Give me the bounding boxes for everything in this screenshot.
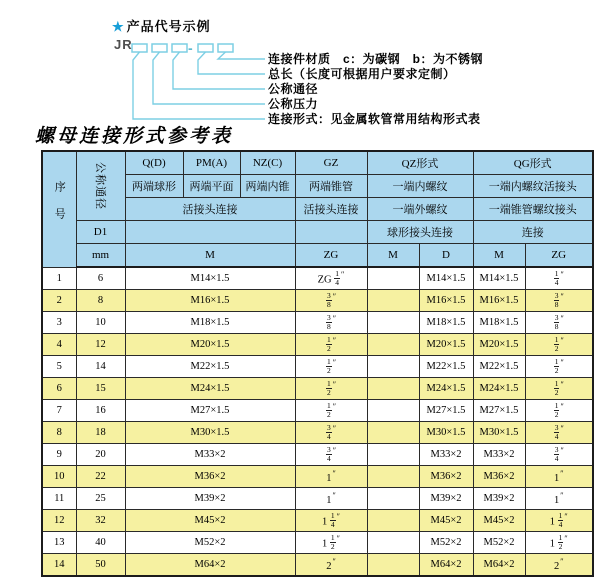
- cell-mm: 40: [76, 532, 125, 554]
- callout-nominal-diameter: 公称通径: [268, 82, 319, 96]
- nut-connection-reference-table: [41, 150, 594, 577]
- header-q-desc: 两端球形: [125, 175, 183, 198]
- cell-m: M27×1.5: [125, 400, 295, 422]
- cell-qg-m: M36×2: [473, 466, 525, 488]
- cell-m: M30×1.5: [125, 422, 295, 444]
- cell-gz: 1″: [295, 488, 367, 510]
- header-qz-d: D: [419, 244, 473, 268]
- cell-qz-m: [367, 400, 419, 422]
- header-qg-row3: 一端锥管螺纹接头: [473, 198, 593, 221]
- cell-m: M45×2: [125, 510, 295, 532]
- cell-qz-m: [367, 532, 419, 554]
- cell-qz-d: M22×1.5: [419, 356, 473, 378]
- table-row: [42, 400, 593, 422]
- cell-qg-zg: $\frac{3}{4}$ ″: [525, 422, 593, 444]
- cell-mm: 15: [76, 378, 125, 400]
- header-qg-zg: ZG: [525, 244, 593, 268]
- header-row-4: [42, 221, 593, 244]
- header-empty-m-span: [125, 221, 295, 244]
- cell-qg-m: M39×2: [473, 488, 525, 510]
- cell-gz: $\frac{3}{4}$ ″: [295, 422, 367, 444]
- header-code-gz: GZ: [295, 151, 367, 175]
- header-code-q: Q(D): [125, 151, 183, 175]
- cell-qg-m: M24×1.5: [473, 378, 525, 400]
- cell-m: M39×2: [125, 488, 295, 510]
- cell-qz-d: M20×1.5: [419, 334, 473, 356]
- cell-m: M64×2: [125, 554, 295, 577]
- header-gz-union-connect: 活接头连接: [295, 198, 367, 221]
- cell-qg-zg: $\frac{1}{2}$ ″: [525, 356, 593, 378]
- cell-gz: 2″: [295, 554, 367, 577]
- cell-qz-d: M16×1.5: [419, 290, 473, 312]
- cell-no: 8: [42, 422, 76, 444]
- header-serial: 序号: [42, 151, 76, 267]
- cell-qg-m: M18×1.5: [473, 312, 525, 334]
- cell-qg-zg: $\frac{1}{2}$ ″: [525, 334, 593, 356]
- header-qg-title: QG形式: [473, 151, 593, 175]
- cell-qg-zg: 1 $\frac{1}{2}$ ″: [525, 532, 593, 554]
- header-d1: D1: [76, 221, 125, 244]
- header-qg-row4: 连接: [473, 221, 593, 244]
- connector-line: [153, 52, 265, 104]
- cell-mm: 12: [76, 334, 125, 356]
- cell-qz-m: [367, 356, 419, 378]
- cell-qg-zg: 1″: [525, 488, 593, 510]
- header-gz-desc: 两端锥管: [295, 175, 367, 198]
- cell-qg-zg: $\frac{3}{8}$ ″: [525, 312, 593, 334]
- cell-m: M22×1.5: [125, 356, 295, 378]
- header-qz-title: QZ形式: [367, 151, 473, 175]
- connector-line: [218, 52, 265, 59]
- cell-no: 11: [42, 488, 76, 510]
- cell-qg-zg: $\frac{3}{4}$ ″: [525, 444, 593, 466]
- cell-gz: $\frac{3}{8}$ ″: [295, 290, 367, 312]
- cell-mm: 16: [76, 400, 125, 422]
- header-qz-row2: 一端内螺纹: [367, 175, 473, 198]
- table-row: [42, 510, 593, 532]
- header-nominal-diameter: 公称通径: [76, 151, 125, 221]
- cell-mm: 20: [76, 444, 125, 466]
- cell-m: M33×2: [125, 444, 295, 466]
- code-box: [152, 44, 167, 52]
- cell-gz: $\frac{3}{4}$ ″: [295, 444, 367, 466]
- cell-gz: $\frac{1}{2}$ ″: [295, 334, 367, 356]
- callout-nominal-pressure: 公称压力: [268, 97, 319, 111]
- cell-mm: 10: [76, 312, 125, 334]
- cell-qg-zg: $\frac{1}{2}$ ″: [525, 378, 593, 400]
- header-row-1: [42, 151, 593, 175]
- cell-no: 7: [42, 400, 76, 422]
- table-row: [42, 488, 593, 510]
- cell-no: 12: [42, 510, 76, 532]
- cell-no: 10: [42, 466, 76, 488]
- header-empty-gz: [295, 221, 367, 244]
- cell-mm: 25: [76, 488, 125, 510]
- cell-qg-m: M27×1.5: [473, 400, 525, 422]
- callout-material: 连接件材质 c：为碳钢 b：为不锈钢: [268, 52, 484, 66]
- cell-qg-m: M16×1.5: [473, 290, 525, 312]
- table-row: [42, 267, 593, 290]
- header-qz-m: M: [367, 244, 419, 268]
- cell-qz-d: M33×2: [419, 444, 473, 466]
- cell-qg-m: M22×1.5: [473, 356, 525, 378]
- cell-qg-zg: 1″: [525, 466, 593, 488]
- cell-gz: 1″: [295, 466, 367, 488]
- cell-qz-d: M36×2: [419, 466, 473, 488]
- cell-gz: 1 $\frac{1}{4}$ ″: [295, 510, 367, 532]
- cell-qg-zg: 1 $\frac{1}{4}$ ″: [525, 510, 593, 532]
- table-row: [42, 312, 593, 334]
- cell-mm: 6: [76, 267, 125, 290]
- header-code-nz: NZ(C): [240, 151, 295, 175]
- cell-gz: 1 $\frac{1}{2}$ ″: [295, 532, 367, 554]
- star-icon: ★: [112, 19, 125, 34]
- cell-m: M16×1.5: [125, 290, 295, 312]
- product-code-heading-text: 产品代号示例: [126, 19, 211, 34]
- cell-qz-m: [367, 466, 419, 488]
- cell-qz-m: [367, 312, 419, 334]
- cell-qz-m: [367, 267, 419, 290]
- cell-no: 3: [42, 312, 76, 334]
- header-qg-m: M: [473, 244, 525, 268]
- cell-qz-d: M30×1.5: [419, 422, 473, 444]
- header-nz-desc: 两端内锥: [240, 175, 295, 198]
- cell-qz-d: M45×2: [419, 510, 473, 532]
- header-row-5: [42, 244, 593, 268]
- code-box: [198, 44, 213, 52]
- code-separator: -: [188, 40, 193, 56]
- code-box: [132, 44, 147, 52]
- cell-qg-zg: $\frac{1}{4}$ ″: [525, 267, 593, 290]
- cell-qz-d: M14×1.5: [419, 267, 473, 290]
- table-row: [42, 466, 593, 488]
- header-pm-desc: 两端平面: [183, 175, 240, 198]
- connector-line: [198, 52, 265, 74]
- header-m-label: M: [125, 244, 295, 268]
- table-row: [42, 444, 593, 466]
- header-qg-row2: 一端内螺纹活接头: [473, 175, 593, 198]
- cell-mm: 8: [76, 290, 125, 312]
- cell-qz-m: [367, 444, 419, 466]
- table-row: [42, 532, 593, 554]
- header-qz-row3: 一端外螺纹: [367, 198, 473, 221]
- cell-qz-d: M64×2: [419, 554, 473, 577]
- cell-qg-m: M33×2: [473, 444, 525, 466]
- table-row: [42, 290, 593, 312]
- callout-total-length: 总长（长度可根据用户要求定制）: [268, 67, 456, 81]
- header-zg-label: ZG: [295, 244, 367, 268]
- cell-no: 5: [42, 356, 76, 378]
- cell-gz: $\frac{3}{8}$ ″: [295, 312, 367, 334]
- cell-qg-m: M52×2: [473, 532, 525, 554]
- cell-gz: $\frac{1}{2}$ ″: [295, 356, 367, 378]
- cell-qz-m: [367, 290, 419, 312]
- cell-qz-m: [367, 510, 419, 532]
- cell-qg-m: M14×1.5: [473, 267, 525, 290]
- cell-m: M36×2: [125, 466, 295, 488]
- cell-m: M18×1.5: [125, 312, 295, 334]
- cell-qg-m: M45×2: [473, 510, 525, 532]
- cell-qg-m: M30×1.5: [473, 422, 525, 444]
- header-qz-row4: 球形接头连接: [367, 221, 473, 244]
- product-code-heading: [112, 16, 211, 35]
- callout-connection-form: 连接形式：见金属软管常用结构形式表: [268, 112, 481, 126]
- cell-mm: 50: [76, 554, 125, 577]
- cell-qz-m: [367, 488, 419, 510]
- table-row: [42, 422, 593, 444]
- code-box: [172, 44, 187, 52]
- cell-qz-d: M27×1.5: [419, 400, 473, 422]
- table-row: [42, 356, 593, 378]
- cell-m: M20×1.5: [125, 334, 295, 356]
- cell-qz-d: M52×2: [419, 532, 473, 554]
- cell-mm: 14: [76, 356, 125, 378]
- cell-no: 4: [42, 334, 76, 356]
- cell-qz-m: [367, 378, 419, 400]
- cell-qz-m: [367, 554, 419, 577]
- header-union-connect: 活接头连接: [125, 198, 295, 221]
- cell-mm: 18: [76, 422, 125, 444]
- header-code-pm: PM(A): [183, 151, 240, 175]
- cell-no: 13: [42, 532, 76, 554]
- cell-no: 14: [42, 554, 76, 577]
- cell-no: 6: [42, 378, 76, 400]
- cell-no: 1: [42, 267, 76, 290]
- cell-gz: ZG $\frac{1}{4}$ ″: [295, 267, 367, 290]
- cell-no: 9: [42, 444, 76, 466]
- cell-qg-zg: $\frac{1}{2}$ ″: [525, 400, 593, 422]
- cell-m: M14×1.5: [125, 267, 295, 290]
- cell-m: M52×2: [125, 532, 295, 554]
- cell-qg-m: M20×1.5: [473, 334, 525, 356]
- cell-qz-d: M24×1.5: [419, 378, 473, 400]
- cell-gz: $\frac{1}{2}$ ″: [295, 378, 367, 400]
- cell-m: M24×1.5: [125, 378, 295, 400]
- cell-qg-zg: 2″: [525, 554, 593, 577]
- cell-mm: 32: [76, 510, 125, 532]
- table-title: 螺母连接形式参考表: [35, 125, 234, 147]
- cell-gz: $\frac{1}{2}$ ″: [295, 400, 367, 422]
- header-mm: mm: [76, 244, 125, 268]
- code-box: [218, 44, 233, 52]
- cell-no: 2: [42, 290, 76, 312]
- code-prefix: JR: [114, 37, 133, 52]
- cell-qz-d: M18×1.5: [419, 312, 473, 334]
- cell-qz-m: [367, 422, 419, 444]
- table-row: [42, 378, 593, 400]
- cell-qg-m: M64×2: [473, 554, 525, 577]
- cell-mm: 22: [76, 466, 125, 488]
- cell-qg-zg: $\frac{3}{8}$ ″: [525, 290, 593, 312]
- cell-qz-d: M39×2: [419, 488, 473, 510]
- table-row: [42, 334, 593, 356]
- table-row: [42, 554, 593, 577]
- cell-qz-m: [367, 334, 419, 356]
